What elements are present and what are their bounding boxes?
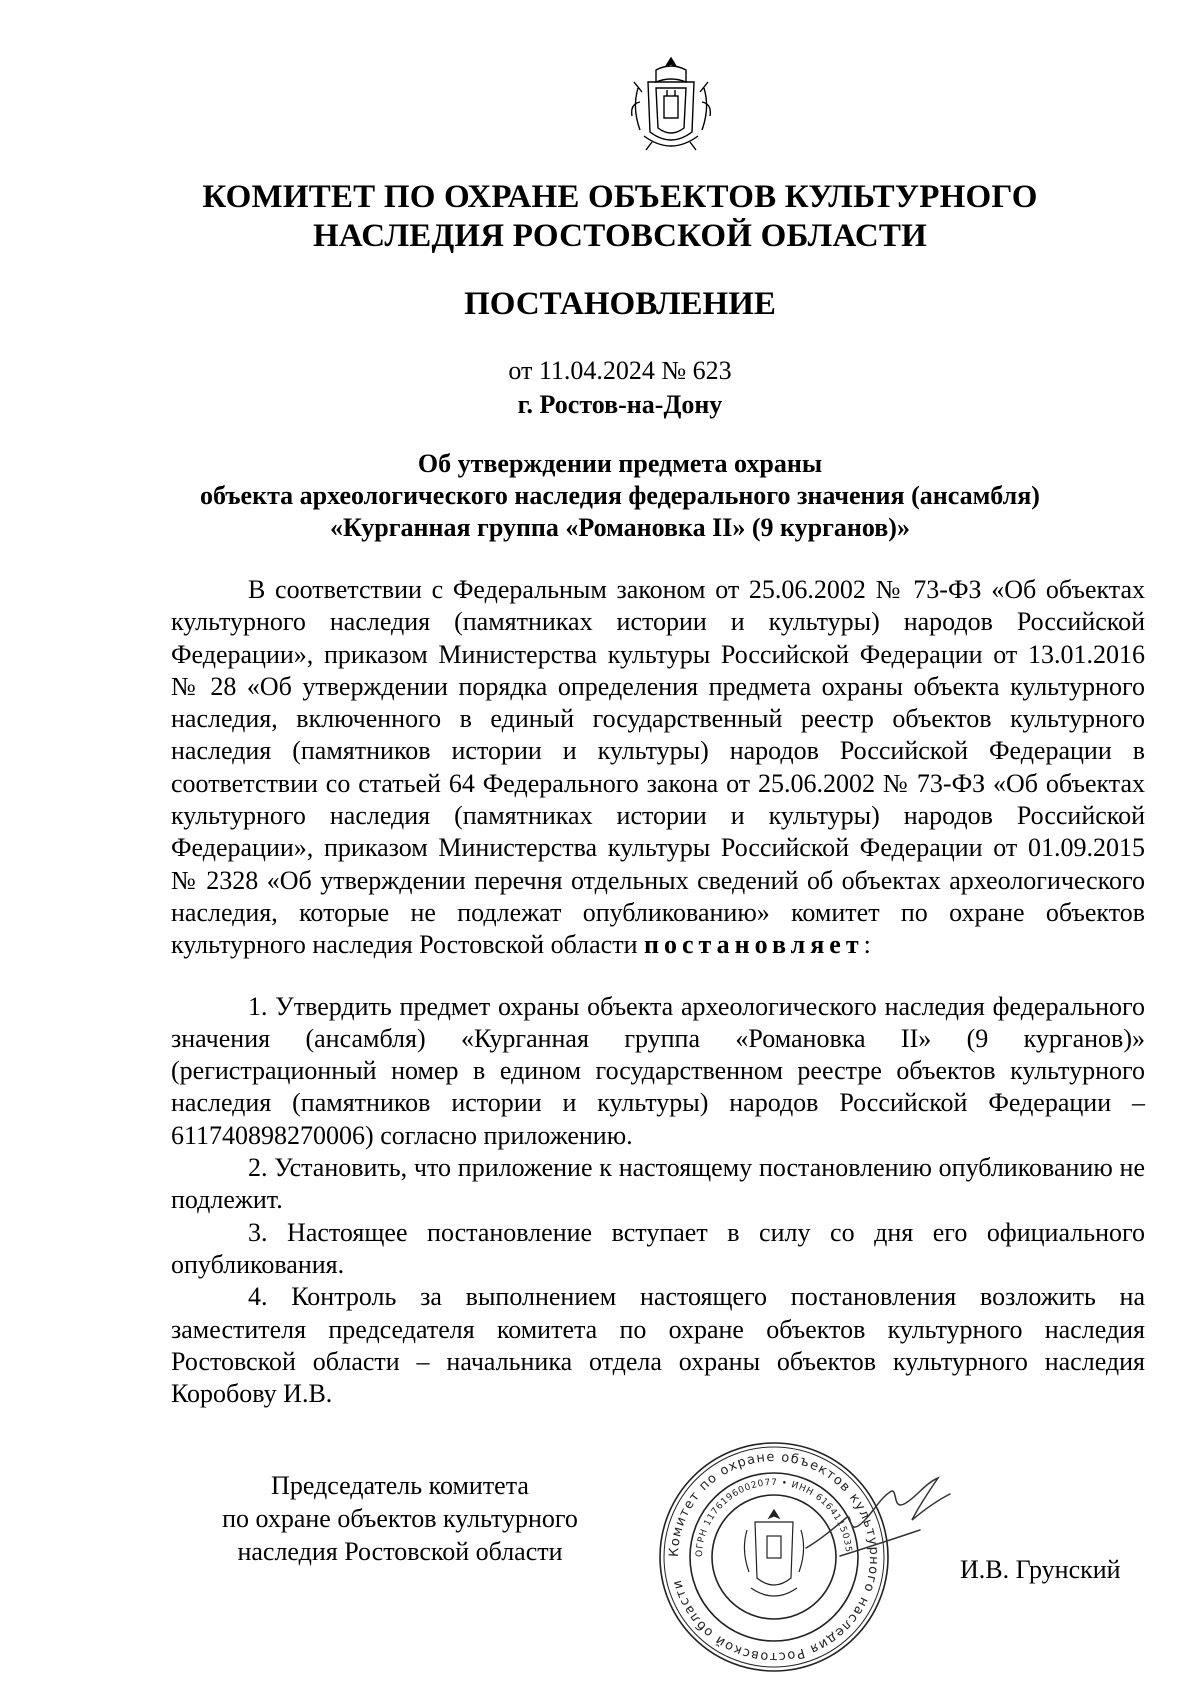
stamp-ids: ОГРН 1176196002077 • ИНН 6164115035 <box>694 1477 853 1558</box>
preamble-end: : <box>863 930 871 960</box>
subject-line-2: объекта археологического наследия федерального значения (ансамбля) <box>200 481 1040 510</box>
position-line-3: наследия Ростовской области <box>237 1537 563 1566</box>
stamp-ring-text: Комитет по охране объектов культурного наследия Ростовской области <box>666 1449 882 1665</box>
decree-word: постановляет <box>644 930 864 960</box>
organization-name <box>160 178 1080 256</box>
position-line-2: по охране объектов культурного <box>222 1504 578 1533</box>
position-line-1: Председатель комитета <box>271 1471 529 1500</box>
signatory-position <box>180 1469 620 1568</box>
subject-line-1: Об утверждении предмета охраны <box>417 449 823 478</box>
preamble-text: В соответствии с Федеральным законом от 25.06.2002 № 73-ФЗ «Об объектах культурного наследия (памятниках истории и культуры) народов Российской Федерации», приказом Министерства культуры Российской Федерации от 13.01.2016 № 28 «Об утверждении порядка определения предмета охраны объекта культурного наследия, включенного в единый государственный реестр объектов культурного наследия (памятников истории и культуры) народов Российской Федерации в соответствии со статьей 64 Федерального закона от 25.06.2002 № 73-ФЗ «Об объектах культурного наследия (памятниках истории и культуры) народов Российской Федерации», приказом Министерства культуры Российской Федерации от 01.09.2015 № 2328 «Об утверждении перечня отдельных сведений об объектах археологического наследия, которые не подлежат опубликованию» комитет по охране объектов культурного наследия Ростовской области <box>171 575 1145 960</box>
document-subject <box>160 448 1080 544</box>
document-type: ПОСТАНОВЛЕНИЕ <box>464 286 776 322</box>
item-1: 1. Утвердить предмет охраны объекта археологического наследия федерального значения (ансамбля) «Курганная группа «Романовка II» (9 курганов)» (регистрационный номер в едином государственном реестре объектов культурного наследия (памятников истории и культуры) народов Российской Федерации – 611740898270006) согласно приложению. <box>171 991 1145 1150</box>
date-number: от 11.04.2024 № 623 <box>508 356 732 385</box>
city: г. Ростов-на-Дону <box>517 390 723 419</box>
org-line-2: НАСЛЕДИЯ РОСТОВСКОЙ ОБЛАСТИ <box>313 218 927 254</box>
handwritten-signature-icon <box>800 1470 960 1580</box>
subject-line-3: «Курганная группа «Романовка II» (9 курганов)» <box>330 513 910 542</box>
item-2: 2. Установить, что приложение к настоящему постановлению опубликованию не подлежит. <box>171 1153 1145 1215</box>
item-3: 3. Настоящее постановление вступает в силу со дня его официального опубликования. <box>171 1217 1145 1279</box>
document-body <box>171 574 1145 1410</box>
preamble-paragraph <box>171 574 1145 962</box>
signatory-name: И.В. Грунский <box>960 1555 1121 1584</box>
coat-of-arms-icon <box>626 52 716 156</box>
org-line-1: КОМИТЕТ ПО ОХРАНЕ ОБЪЕКТОВ КУЛЬТУРНОГО <box>202 179 1038 215</box>
item-4: 4. Контроль за выполнением настоящего постановления возложить на заместителя председателя комитета по охране объектов культурного наследия Ростовской области – начальника отдела охраны объектов культурного наследия Коробову И.В. <box>171 1282 1145 1409</box>
